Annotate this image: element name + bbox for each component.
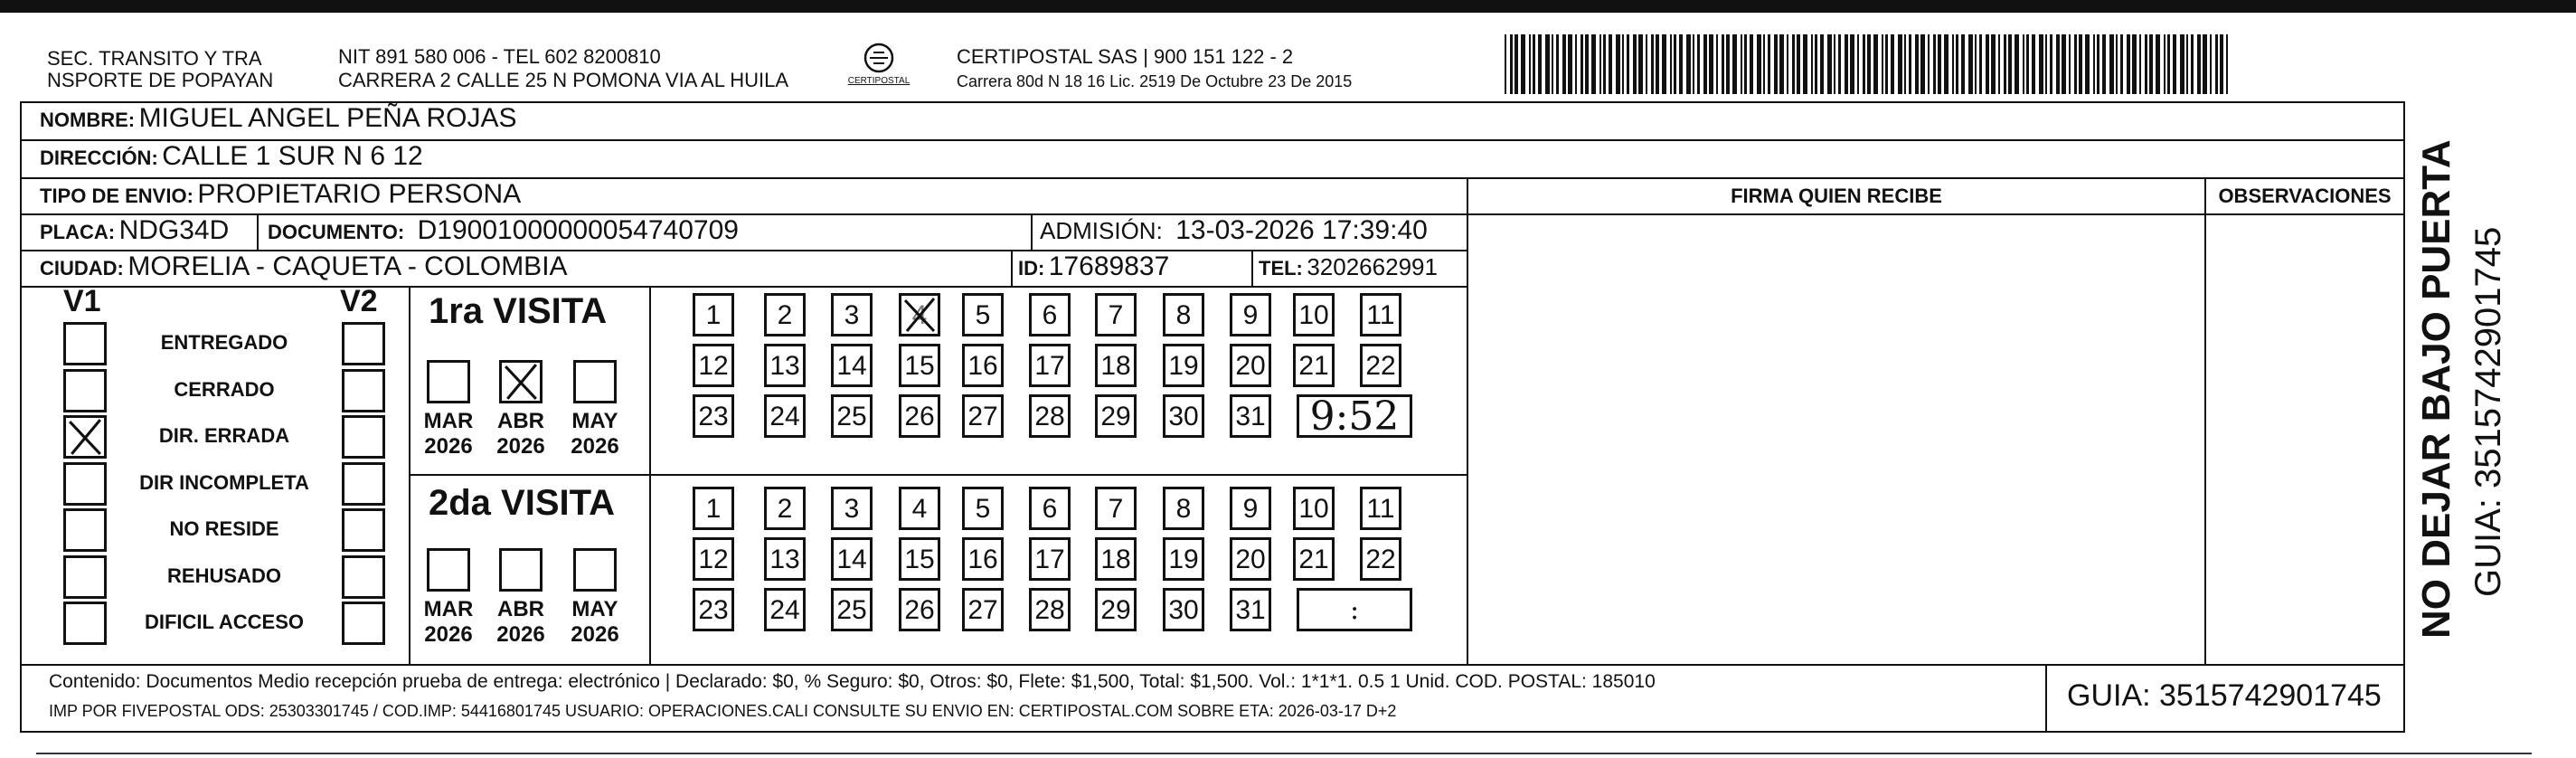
barcode-bar	[1545, 34, 1550, 94]
month-year: 2026	[571, 434, 619, 459]
barcode-bar	[1556, 34, 1559, 94]
day-box[interactable]: 30	[1163, 394, 1204, 438]
month-name: MAY	[571, 597, 618, 621]
day-box[interactable]: 23	[693, 588, 734, 631]
day-box[interactable]: 24	[764, 394, 806, 438]
barcode-bar	[1909, 34, 1911, 94]
barcode-bar	[2191, 34, 2194, 94]
day-box[interactable]: 16	[962, 344, 1004, 387]
barcode-bar	[2015, 34, 2019, 94]
barcode-bar	[2220, 34, 2223, 94]
barcode-bar	[1873, 34, 1878, 94]
day-box[interactable]: 6	[1029, 293, 1071, 336]
barcode-bar	[1850, 34, 1854, 94]
barcode-bar	[1585, 34, 1589, 94]
documento-value: D19001000000054740709	[417, 215, 739, 245]
v1-checkbox[interactable]	[63, 555, 107, 599]
barcode-bar	[1591, 34, 1596, 94]
barcode-bar	[1845, 34, 1848, 94]
barcode-bar	[1820, 34, 1824, 94]
observaciones-header: OBSERVACIONES	[2218, 185, 2392, 207]
barcode-bar	[2102, 34, 2106, 94]
barcode-bar	[1646, 34, 1647, 94]
barcode-bar	[1562, 34, 1566, 94]
barcode-bar	[1938, 34, 1941, 94]
barcode-bar	[1603, 34, 1606, 94]
x-mark-icon	[502, 363, 540, 401]
day-box[interactable]: 18	[1095, 537, 1137, 581]
second-month-checkbox[interactable]	[427, 548, 470, 592]
day-box[interactable]: 13	[764, 344, 806, 387]
day-box[interactable]: 28	[1029, 394, 1071, 438]
barcode-bar	[1514, 34, 1518, 94]
certipostal-logo-icon	[841, 40, 917, 98]
rule	[1011, 250, 1013, 286]
barcode-bar	[1575, 34, 1577, 94]
barcode-bar	[1885, 34, 1888, 94]
top-edge	[0, 0, 2576, 13]
footer-content-line: Contenido: Documentos Medio recepción prueba de entrega: electrónico | Declarado: $0, % Seguro: $0, Otros: $0, Flete: $1,500, Total: $1,500. Vol.: 1*1*1. 0.5 1 Unid. COD. POSTAL: 185010	[49, 671, 1656, 692]
admision-value: 13-03-2026 17:39:40	[1175, 215, 1428, 245]
documento-cell	[268, 215, 739, 246]
barcode-bar	[1709, 34, 1713, 94]
barcode-bar	[1968, 34, 1973, 94]
barcode-bar	[1787, 34, 1788, 94]
day-box[interactable]: 15	[899, 344, 940, 387]
day-box[interactable]: 21	[1293, 344, 1335, 387]
barcode-bar	[1638, 34, 1643, 94]
barcode-bar	[1505, 34, 1506, 94]
tipo-row	[40, 179, 521, 210]
v1-checkbox[interactable]	[63, 369, 107, 412]
day-box[interactable]: 17	[1029, 537, 1071, 581]
barcode-bar	[1979, 34, 1982, 94]
month-year: 2026	[571, 622, 619, 647]
barcode-bar	[1898, 34, 1902, 94]
ciudad-value: MORELIA - CAQUETA - COLOMBIA	[127, 251, 568, 281]
barcode-bar	[1726, 34, 1730, 94]
day-box[interactable]: 29	[1095, 588, 1137, 631]
barcode-bar	[2215, 34, 2218, 94]
day-box[interactable]: 5	[962, 487, 1004, 530]
sender-line-1: SEC. TRANSITO Y TRA	[47, 47, 262, 70]
first-visit-time[interactable]: 9:52	[1297, 394, 1412, 438]
status-label: NO RESIDE	[169, 517, 279, 540]
month-year: 2026	[496, 622, 545, 647]
barcode-bar	[1952, 34, 1954, 94]
first-month-label	[559, 409, 631, 460]
barcode-bar	[1697, 34, 1700, 94]
second-visit-title: 2da VISITA	[429, 483, 615, 523]
barcode-bar	[1928, 34, 1930, 94]
day-box[interactable]: 4	[899, 293, 940, 336]
first-month-checkbox[interactable]	[427, 360, 470, 403]
logo-text: CERTIPOSTAL	[847, 76, 911, 86]
day-box[interactable]: 13	[764, 537, 806, 581]
barcode-bar	[1891, 34, 1894, 94]
month-name: ABR	[497, 409, 544, 433]
barcode-bar	[1599, 34, 1601, 94]
status-label: DIR INCOMPLETA	[139, 470, 309, 494]
barcode-bar	[1510, 34, 1513, 94]
barcode-bar	[1774, 34, 1778, 94]
barcode-bar	[1581, 34, 1583, 94]
firma-header: FIRMA QUIEN RECIBE	[1731, 185, 1942, 207]
v2-label: V2	[340, 284, 378, 318]
tel-label: TEL:	[1259, 257, 1303, 280]
barcode-bar	[1857, 34, 1859, 94]
day-box[interactable]: 9	[1230, 487, 1271, 530]
barcode-bar	[2050, 34, 2052, 94]
placa-label: PLACA:	[40, 221, 116, 243]
rule	[409, 474, 1467, 476]
month-year: 2026	[424, 434, 473, 459]
first-visit-title: 1ra VISITA	[429, 291, 608, 331]
month-name: ABR	[497, 597, 544, 621]
day-box[interactable]: 19	[1163, 344, 1204, 387]
barcode-bar	[2085, 34, 2090, 94]
first-month-checkbox[interactable]	[499, 360, 543, 403]
barcode-bar	[1552, 34, 1553, 94]
barcode-bar	[1703, 34, 1707, 94]
day-box[interactable]: 1	[693, 487, 734, 530]
rule	[2204, 177, 2206, 664]
day-box[interactable]: 30	[1163, 588, 1204, 631]
barcode-bar	[1686, 34, 1691, 94]
id-value: 17689837	[1048, 251, 1170, 281]
day-box[interactable]: 7	[1095, 487, 1137, 530]
barcode-bar	[1568, 34, 1572, 94]
day-box[interactable]: 15	[899, 537, 940, 581]
day-box[interactable]: 5	[962, 293, 1004, 336]
rule	[1251, 250, 1253, 286]
day-box[interactable]: 2	[764, 293, 806, 336]
direccion-value: CALLE 1 SUR N 6 12	[162, 141, 423, 171]
day-box[interactable]: 14	[831, 537, 873, 581]
barcode-bar	[1779, 34, 1784, 94]
barcode-bar	[2074, 34, 2077, 94]
barcode-bar	[1803, 34, 1807, 94]
barcode-bar	[2145, 34, 2147, 94]
second-month-checkbox[interactable]	[573, 548, 617, 592]
barcode-bar	[1998, 34, 2000, 94]
side-guia: GUIA: 3515742901745	[2468, 226, 2508, 597]
tipo-value: PROPIETARIO PERSONA	[197, 179, 522, 209]
ciudad-row	[40, 251, 568, 282]
day-box[interactable]: 10	[1293, 293, 1335, 336]
day-box[interactable]: 10	[1293, 487, 1335, 530]
company-line: CERTIPOSTAL SAS | 900 151 122 - 2	[957, 45, 1294, 68]
status-label: DIR. ERRADA	[158, 424, 290, 447]
day-box[interactable]: 1	[693, 293, 734, 336]
id-label: ID:	[1018, 257, 1045, 280]
admision-cell	[1040, 215, 1428, 246]
barcode-bar	[1961, 34, 1965, 94]
day-box[interactable]: 21	[1293, 537, 1335, 581]
status-label: CERRADO	[174, 377, 275, 401]
v1-checkbox[interactable]	[63, 508, 107, 552]
barcode-bar	[1838, 34, 1841, 94]
barcode-bar	[1633, 34, 1637, 94]
footer-print-line: IMP POR FIVEPOSTAL ODS: 25303301745 / COD.IMP: 54416801745 USUARIO: OPERACIONES.CALI CONSULTE SU ENVIO EN: CERTIPOSTAL.COM SOBRE ETA: 2026-03-17 D+2	[49, 702, 1397, 720]
v2-checkbox[interactable]	[342, 369, 385, 412]
barcode-bar	[2226, 34, 2228, 94]
day-box[interactable]: 12	[693, 537, 734, 581]
day-box[interactable]: 28	[1029, 588, 1071, 631]
rule	[1031, 213, 1033, 250]
rule	[257, 213, 259, 250]
barcode-bar	[2109, 34, 2114, 94]
day-box[interactable]: 27	[962, 588, 1004, 631]
v2-checkbox[interactable]	[342, 462, 385, 506]
barcode-bar	[1944, 34, 1949, 94]
tel-value: 3202662991	[1307, 253, 1438, 280]
barcode-bar	[1834, 34, 1835, 94]
v2-checkbox[interactable]	[342, 415, 385, 459]
day-box[interactable]: 16	[962, 537, 1004, 581]
second-visit-time[interactable]: :	[1297, 588, 1412, 631]
barcode-bar	[2116, 34, 2118, 94]
barcode-bar	[2210, 34, 2212, 94]
barcode-bar	[1768, 34, 1770, 94]
status-label: DIFICIL ACCESO	[144, 611, 304, 633]
v1-checkbox[interactable]	[63, 602, 107, 645]
barcode-bar	[1622, 34, 1624, 94]
x-mark-icon	[901, 296, 938, 334]
rule	[2045, 664, 2047, 733]
address-line: CARRERA 2 CALLE 25 N POMONA VIA AL HUILA	[338, 69, 789, 91]
placa-value: NDG34D	[118, 215, 230, 245]
barcode-bar	[2197, 34, 2201, 94]
day-box[interactable]: 19	[1163, 537, 1204, 581]
barcode-bar	[2164, 34, 2166, 94]
barcode-bar	[1529, 34, 1531, 94]
barcode-bar	[2203, 34, 2207, 94]
barcode-bar	[1827, 34, 1832, 94]
v1-checkbox[interactable]	[63, 462, 107, 506]
barcode-bar	[2045, 34, 2047, 94]
barcode-bar	[2156, 34, 2160, 94]
day-box[interactable]: 11	[1360, 293, 1401, 336]
day-box[interactable]: 2	[764, 487, 806, 530]
day-box[interactable]: 25	[831, 394, 873, 438]
footer-guia-box: GUIA: 3515742901745	[2067, 678, 2382, 713]
second-month-label	[559, 597, 631, 648]
barcode-bar	[1815, 34, 1817, 94]
barcode-bar	[1797, 34, 1800, 94]
day-box[interactable]: 8	[1163, 487, 1204, 530]
v2-checkbox[interactable]	[342, 555, 385, 599]
barcode-bar	[1732, 34, 1737, 94]
ciudad-label: CIUDAD:	[40, 257, 124, 280]
barcode-bar	[2120, 34, 2123, 94]
barcode-bar	[1991, 34, 1996, 94]
month-name: MAR	[423, 597, 474, 621]
barcode-bar	[1920, 34, 1925, 94]
first-month-label	[412, 409, 485, 460]
day-box[interactable]: 3	[831, 487, 873, 530]
day-box[interactable]: 18	[1095, 344, 1137, 387]
barcode-bar	[1670, 34, 1672, 94]
status-label: ENTREGADO	[160, 331, 288, 354]
barcode-bar	[2008, 34, 2012, 94]
barcode-bar	[1863, 34, 1865, 94]
month-year: 2026	[424, 622, 473, 647]
first-month-label	[485, 409, 557, 460]
barcode-icon	[1505, 34, 2228, 94]
day-box[interactable]: 20	[1230, 344, 1271, 387]
barcode-bar	[1627, 34, 1629, 94]
v2-checkbox[interactable]	[342, 508, 385, 552]
day-box[interactable]: 31	[1230, 588, 1271, 631]
day-box[interactable]: 6	[1029, 487, 1071, 530]
day-box[interactable]: 25	[831, 588, 873, 631]
barcode-bar	[2004, 34, 2006, 94]
day-box[interactable]: 23	[693, 394, 734, 438]
barcode-bar	[1693, 34, 1694, 94]
month-year: 2026	[496, 434, 545, 459]
day-box[interactable]: 3	[831, 293, 873, 336]
barcode-bar	[2173, 34, 2176, 94]
nombre-value: MIGUEL ANGEL PEÑA ROJAS	[138, 103, 517, 133]
day-box[interactable]: 26	[899, 588, 940, 631]
second-month-checkbox[interactable]	[499, 548, 543, 592]
day-box[interactable]: 9	[1230, 293, 1271, 336]
day-box[interactable]: 12	[693, 344, 734, 387]
day-box[interactable]: 29	[1095, 394, 1137, 438]
tel-cell	[1259, 253, 1438, 281]
barcode-bar	[2167, 34, 2170, 94]
barcode-bar	[1662, 34, 1666, 94]
barcode-bar	[1679, 34, 1683, 94]
barcode-bar	[1904, 34, 1906, 94]
day-box[interactable]: 8	[1163, 293, 1204, 336]
barcode-bar	[2186, 34, 2188, 94]
barcode-bar	[1763, 34, 1765, 94]
first-month-checkbox[interactable]	[573, 360, 617, 403]
barcode-bar	[1716, 34, 1718, 94]
barcode-bar	[1811, 34, 1813, 94]
barcode-bar	[1722, 34, 1724, 94]
no-dejar-bajo-puerta: NO DEJAR BAJO PUERTA	[2414, 139, 2458, 639]
day-box[interactable]: 24	[764, 588, 806, 631]
barcode-bar	[1533, 34, 1535, 94]
day-box[interactable]: 31	[1230, 394, 1271, 438]
v1-checkbox[interactable]	[63, 322, 107, 365]
day-box[interactable]: 22	[1360, 537, 1401, 581]
admision-label: ADMISIÓN:	[1040, 217, 1163, 244]
nit-line: NIT 891 580 006 - TEL 602 8200810	[338, 45, 661, 68]
license-line: Carrera 80d N 18 16 Lic. 2519 De Octubre 23 De 2015	[957, 72, 1353, 90]
barcode-bar	[1744, 34, 1747, 94]
v1-checkbox[interactable]	[63, 415, 107, 459]
barcode-bar	[1882, 34, 1883, 94]
barcode-bar	[2079, 34, 2082, 94]
barcode-bar	[2097, 34, 2099, 94]
barcode-bar	[1674, 34, 1676, 94]
barcode-bar	[1538, 34, 1542, 94]
barcode-bar	[1975, 34, 1977, 94]
rule	[20, 286, 1467, 288]
nombre-label: NOMBRE:	[40, 109, 136, 131]
rule	[20, 664, 2405, 666]
day-box[interactable]: 27	[962, 394, 1004, 438]
barcode-bar	[2132, 34, 2137, 94]
barcode-bar	[1915, 34, 1919, 94]
day-box[interactable]: 7	[1095, 293, 1137, 336]
barcode-bar	[2062, 34, 2066, 94]
barcode-bar	[1616, 34, 1620, 94]
day-box[interactable]: 22	[1360, 344, 1401, 387]
barcode-bar	[2026, 34, 2029, 94]
barcode-bar	[2139, 34, 2141, 94]
barcode-bar	[1986, 34, 1989, 94]
placa-row	[40, 215, 229, 246]
month-name: MAR	[423, 409, 474, 433]
day-box[interactable]: 11	[1360, 487, 1401, 530]
month-name: MAY	[571, 409, 618, 433]
nombre-row	[40, 103, 516, 134]
day-box[interactable]: 4	[899, 487, 940, 530]
barcode-bar	[1867, 34, 1871, 94]
barcode-bar	[1656, 34, 1659, 94]
barcode-bar	[2023, 34, 2024, 94]
barcode-bar	[1757, 34, 1761, 94]
barcode-bar	[1750, 34, 1753, 94]
barcode-bar	[2180, 34, 2184, 94]
documento-label: DOCUMENTO:	[268, 221, 405, 243]
barcode-bar	[2093, 34, 2095, 94]
v1-label: V1	[63, 284, 101, 318]
barcode-bar	[2069, 34, 2071, 94]
barcode-bar	[2056, 34, 2060, 94]
sender-line-2: NSPORTE DE POPAYAN	[47, 69, 274, 91]
v2-checkbox[interactable]	[342, 322, 385, 365]
second-month-label	[485, 597, 557, 648]
barcode-bar	[2039, 34, 2043, 94]
id-cell	[1018, 251, 1169, 282]
rule	[1467, 177, 1468, 664]
direccion-label: DIRECCIÓN:	[40, 147, 158, 169]
barcode-bar	[1956, 34, 1958, 94]
direccion-row	[40, 141, 423, 172]
barcode-bar	[1651, 34, 1654, 94]
v2-checkbox[interactable]	[342, 602, 385, 645]
barcode-bar	[1933, 34, 1936, 94]
day-box[interactable]: 20	[1230, 537, 1271, 581]
barcode-bar	[1521, 34, 1525, 94]
barcode-bar	[2149, 34, 2153, 94]
barcode-bar	[2032, 34, 2035, 94]
barcode-bar	[1792, 34, 1795, 94]
day-box[interactable]: 17	[1029, 344, 1071, 387]
tipo-label: TIPO DE ENVIO:	[40, 185, 193, 207]
barcode-bar	[2127, 34, 2130, 94]
second-month-label	[412, 597, 485, 648]
day-box[interactable]: 26	[899, 394, 940, 438]
day-box[interactable]: 14	[831, 344, 873, 387]
rule	[36, 753, 2532, 754]
x-mark-icon	[66, 418, 104, 456]
barcode-bar	[1609, 34, 1612, 94]
barcode-bar	[1741, 34, 1742, 94]
status-label: REHUSADO	[167, 564, 281, 587]
